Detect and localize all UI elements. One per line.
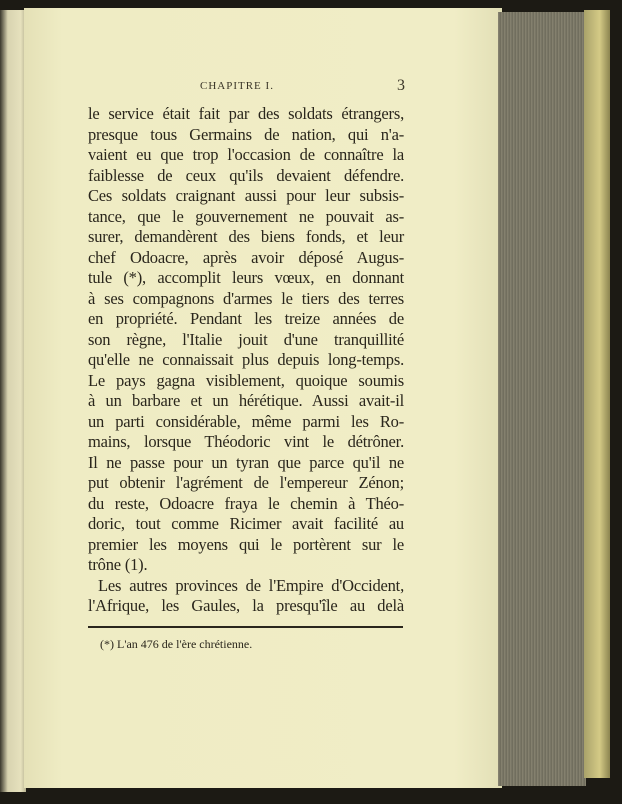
text-line: tule (*), accomplit leurs vœux, en donnant	[88, 268, 404, 287]
page-block-edges	[498, 12, 586, 786]
text-line: son règne, l'Italie jouit d'une tranquillité	[88, 329, 404, 349]
text-line: Les autres provinces de l'Empire d'Occident,	[98, 575, 404, 595]
text-line: le service était fait par des soldats étrangers,	[88, 104, 404, 123]
book-cover-edge	[584, 10, 610, 778]
running-header	[200, 77, 405, 96]
text-line: presque tous Germains de nation, qui n'a-	[88, 124, 404, 144]
facing-page-edge	[0, 10, 26, 792]
text-line: chef Odoacre, après avoir déposé Augus-	[88, 247, 404, 267]
text-line: put obtenir l'agrément de l'empereur Zénon;	[88, 473, 404, 492]
text-line: à ses compagnons d'armes le tiers des terres	[88, 288, 404, 308]
text-line: Le pays gagna visiblement, quoique soumis	[88, 370, 404, 390]
text-line: l'Afrique, les Gaules, la presqu'île au delà	[88, 596, 404, 615]
text-line: du reste, Odoacre fraya le chemin à Théo-	[88, 493, 404, 513]
page-number: 3	[397, 77, 405, 94]
running-title: CHAPITRE I.	[200, 80, 274, 92]
text-line: tance, que le gouvernement ne pouvait as-	[88, 206, 404, 226]
footnote: (*) L'an 476 de l'ère chrétienne.	[100, 637, 253, 651]
text-line: faiblesse de ceux qu'ils devaient défendre.	[88, 165, 404, 185]
text-line: doric, tout comme Ricimer avait facilité au	[88, 514, 404, 533]
text-line: trône (1).	[88, 555, 148, 574]
text-line: vaient eu que trop l'occasion de connaître la	[88, 145, 404, 164]
text-line: qu'elle ne connaissait plus depuis long-temps.	[88, 350, 404, 369]
text-line: à un barbare et un hérétique. Aussi avait-il	[88, 391, 404, 410]
text-line: premier les moyens qui le portèrent sur le	[88, 534, 404, 554]
text-line: en propriété. Pendant les treize années de	[88, 309, 404, 328]
text-line: Il ne passe pour un tyran que parce qu'il ne	[88, 452, 404, 472]
text-line: Ces soldats craignant aussi pour leur subsis-	[88, 186, 404, 205]
text-line: surer, demandèrent des biens fonds, et leur	[88, 227, 404, 246]
text-line: un parti considérable, même parmi les Ro-	[88, 411, 404, 431]
body-text	[88, 104, 404, 617]
text-line: mains, lorsque Théodoric vint le détrôner.	[88, 432, 404, 451]
footnote-rule	[88, 626, 403, 628]
